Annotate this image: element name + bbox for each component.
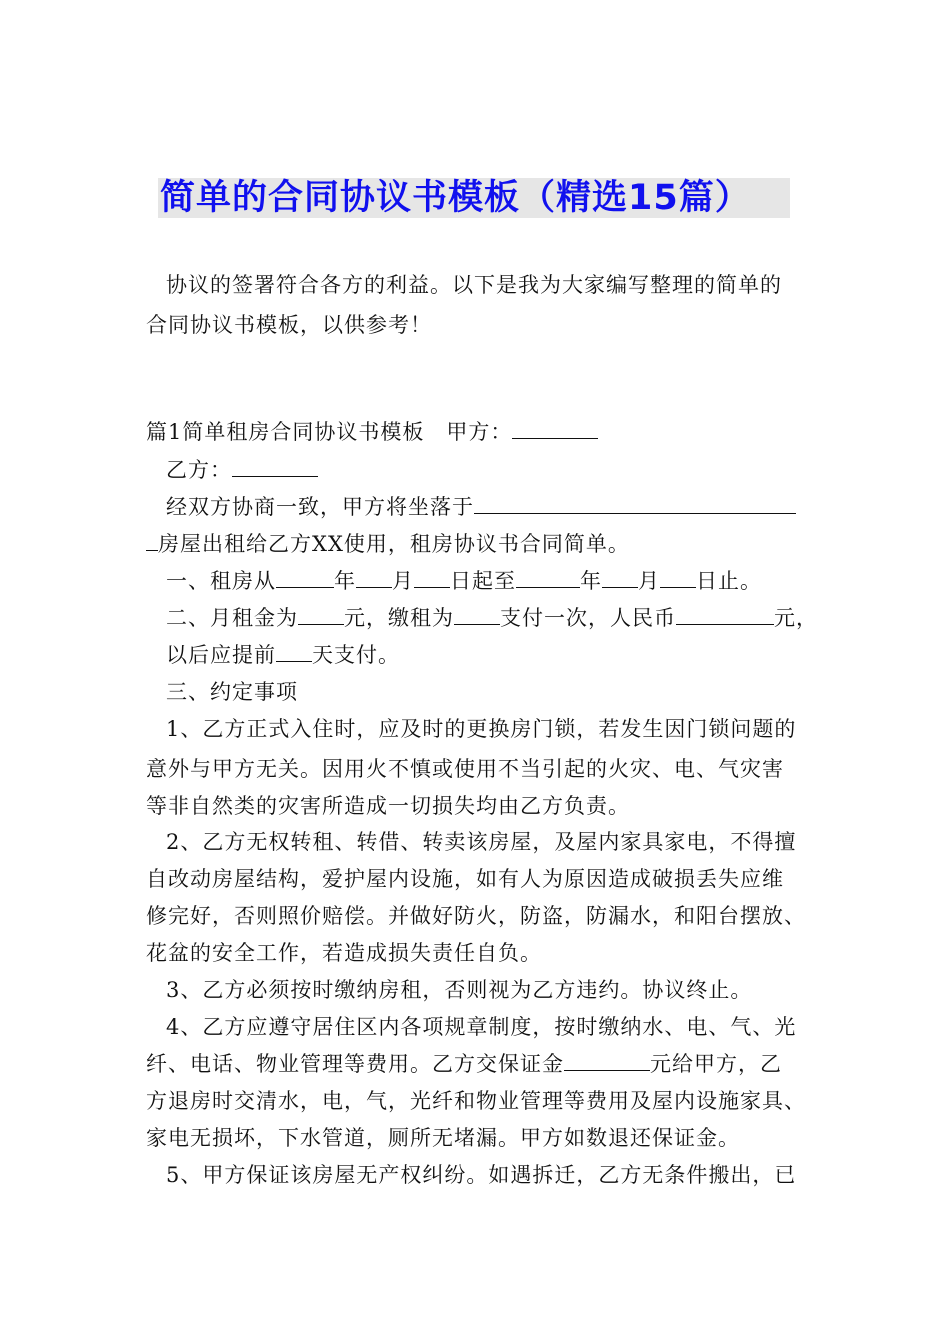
p3-line: 3、乙方必须按时缴纳房租，否则视为乙方违约。协议终止。 bbox=[166, 978, 753, 1002]
deposit-blank bbox=[564, 1050, 650, 1071]
p1-line-3: 等非自然类的灾害所造成一切损失均由乙方负责。 bbox=[146, 794, 630, 818]
p4-line-3: 方退房时交清水，电，气，光纤和物业管理等费用及屋内设施家具、 bbox=[146, 1089, 806, 1113]
p2-line-2: 自改动房屋结构，爱护屋内设施，如有人为原因造成破损丢失应维 bbox=[146, 867, 784, 891]
start-month-blank bbox=[356, 567, 392, 588]
item2-line-2 bbox=[166, 641, 400, 669]
item2-t1: 元，缴租为 bbox=[344, 606, 454, 630]
item1-t2: 月 bbox=[392, 569, 414, 593]
section-heading-line bbox=[146, 418, 598, 446]
p4-line-4: 家电无损坏，下水管道，厕所无堵漏。甲方如数退还保证金。 bbox=[146, 1126, 740, 1150]
end-year-blank bbox=[516, 567, 580, 588]
item2b-t0: 以后应提前 bbox=[166, 643, 276, 667]
item2-t0: 二、月租金为 bbox=[166, 606, 298, 630]
period-blank bbox=[454, 604, 500, 625]
party-a-label: 甲方： bbox=[446, 420, 513, 444]
item1-t6: 日止。 bbox=[696, 569, 762, 593]
page-title: 简单的合同协议书模板（精选15篇） bbox=[160, 178, 751, 218]
section-heading: 篇1简单租房合同协议书模板 bbox=[146, 420, 425, 444]
para1-line-1 bbox=[166, 493, 796, 521]
item3-line: 三、约定事项 bbox=[166, 680, 298, 704]
location-blank bbox=[474, 493, 796, 514]
location-blank-cont bbox=[146, 530, 158, 551]
item2-line bbox=[166, 604, 818, 632]
item1-t4: 年 bbox=[580, 569, 602, 593]
p5-line: 5、甲方保证该房屋无产权纠纷。如遇拆迁，乙方无条件搬出，已 bbox=[166, 1163, 797, 1187]
p2-line-3: 修完好，否则照价赔偿。并做好防火，防盗，防漏水，和阳台摆放、 bbox=[146, 904, 806, 928]
intro-line-2: 合同协议书模板，以供参考！ bbox=[146, 313, 432, 337]
p4-t1: 纤、电话、物业管理等费用。乙方交保证金 bbox=[146, 1052, 564, 1076]
intro-line-1: 协议的签署符合各方的利益。以下是我为大家编写整理的简单的 bbox=[166, 273, 782, 297]
p4-t2: 元给甲方，乙 bbox=[650, 1052, 782, 1076]
title-highlight bbox=[158, 178, 790, 218]
end-month-blank bbox=[602, 567, 638, 588]
p1-line-1: 1、乙方正式入住时，应及时的更换房门锁，若发生因门锁问题的 bbox=[166, 717, 797, 741]
end-day-blank bbox=[660, 567, 696, 588]
para1-text-a: 经双方协商一致，甲方将坐落于 bbox=[166, 495, 474, 519]
item2-t3: 元， bbox=[774, 606, 818, 630]
days-blank bbox=[276, 641, 312, 662]
para1-line-2 bbox=[146, 530, 630, 558]
p2-line-1: 2、乙方无权转租、转借、转卖该房屋，及屋内家具家电，不得擅 bbox=[166, 830, 797, 854]
party-b-blank bbox=[232, 456, 318, 477]
item2-t2: 支付一次，人民币 bbox=[500, 606, 676, 630]
item1-line bbox=[166, 567, 762, 595]
rent-blank bbox=[298, 604, 344, 625]
rmb-blank bbox=[676, 604, 774, 625]
p2-line-4: 花盆的安全工作，若造成损失责任自负。 bbox=[146, 941, 542, 965]
item1-t5: 月 bbox=[638, 569, 660, 593]
start-day-blank bbox=[414, 567, 450, 588]
item2b-t1: 天支付。 bbox=[312, 643, 400, 667]
party-a-blank bbox=[512, 418, 598, 439]
item1-t0: 一、租房从 bbox=[166, 569, 276, 593]
p1-line-2: 意外与甲方无关。因用火不慎或使用不当引起的火灾、电、气灾害 bbox=[146, 757, 784, 781]
party-b-line bbox=[166, 456, 318, 484]
item1-t3: 日起至 bbox=[450, 569, 516, 593]
item1-t1: 年 bbox=[334, 569, 356, 593]
start-year-blank bbox=[276, 567, 334, 588]
p4-line-2 bbox=[146, 1050, 782, 1078]
party-b-label: 乙方： bbox=[166, 458, 232, 482]
p4-line-1: 4、乙方应遵守居住区内各项规章制度，按时缴纳水、电、气、光 bbox=[166, 1015, 797, 1039]
para1-text-b: 房屋出租给乙方XX使用，租房协议书合同简单。 bbox=[158, 532, 630, 556]
